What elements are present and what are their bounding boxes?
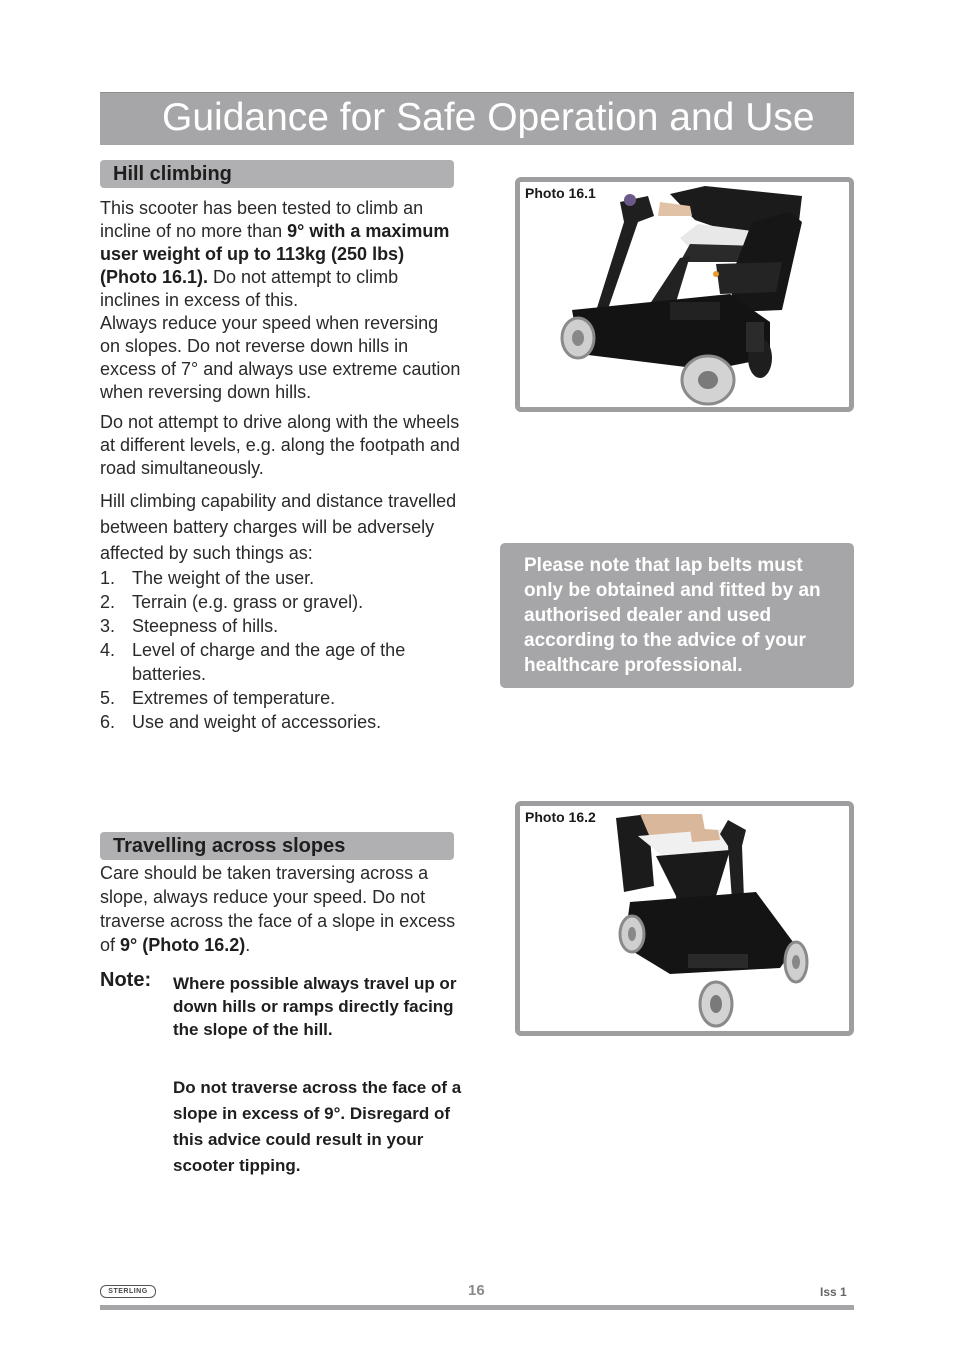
issue-label: Iss 1: [820, 1285, 847, 1299]
list-item: 5. Extremes of temperature.: [100, 688, 336, 708]
hill-para-2: Always reduce your speed when reversing on slopes. Do not reverse down hills in excess of 7° and always use extreme caution when reversing down hills.: [100, 313, 461, 402]
note-label: Note:: [100, 969, 152, 991]
page-title-bar: [100, 92, 854, 145]
photo-16-2-frame: [515, 801, 854, 1036]
lap-belt-note: [500, 543, 854, 688]
sterling-logo: STERLING: [100, 1285, 156, 1298]
slopes-heading: [100, 832, 454, 860]
hill-para-4: Hill climbing capability and distance travelled between battery charges will be adversely affected by such things as:: [100, 491, 457, 563]
page-title: Guidance for Safe Operation and Use: [162, 96, 815, 139]
hill-para-1: This scooter has been tested to climb an incline of no more than 9° with a maximum user weight of up to 113kg (250 lbs) (Photo 16.1). Do not attempt to climb inclines in excess of this.: [100, 198, 450, 310]
photo-16-1-label: Photo 16.1: [525, 185, 596, 201]
hill-climbing-heading-text: Hill climbing: [113, 163, 232, 185]
hill-climbing-body: [100, 197, 462, 734]
hill-para-3: Do not attempt to drive along with the wheels at different levels, e.g. along the footpath and road simultaneously.: [100, 412, 460, 478]
list-item: 3. Steepness of hills.: [100, 616, 279, 636]
footer-rule: [100, 1305, 854, 1310]
note-text-2: Do not traverse across the face of a slope in excess of 9°. Disregard of this advice could result in your scooter tipping.: [173, 1078, 462, 1175]
hill-climbing-heading: [100, 160, 454, 188]
photo-16-2-label: Photo 16.2: [525, 809, 596, 825]
list-item: 2. Terrain (e.g. grass or gravel).: [100, 592, 364, 612]
slopes-para: Care should be taken traversing across a slope, always reduce your speed. Do not traverse across the face of a slope in excess of 9° (Photo 16.2).: [100, 863, 456, 955]
page-number: 16: [468, 1282, 485, 1299]
list-item: 6. Use and weight of accessories.: [100, 712, 382, 732]
scooter-traversing-photo: [520, 806, 849, 1031]
slopes-heading-text: Travelling across slopes: [113, 835, 346, 857]
slopes-body: [100, 861, 462, 957]
list-item: 1. The weight of the user.: [100, 568, 315, 588]
scooter-climbing-photo: [520, 182, 849, 407]
lap-belt-note-text: Please note that lap belts must only be obtained and fitted by an authorised dealer and used according to the advice of your healthcare professional.: [524, 555, 821, 676]
hill-factors-list: [100, 566, 462, 734]
list-item: 4. Level of charge and the age of the batteries.: [100, 640, 406, 684]
photo-16-1-frame: [515, 177, 854, 412]
note-text-1: Where possible always travel up or down hills or ramps directly facing the slope of the hill.: [173, 974, 457, 1039]
